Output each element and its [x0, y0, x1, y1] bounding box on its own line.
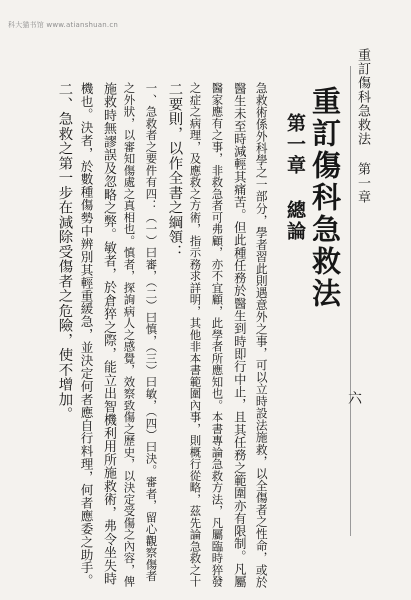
- running-header: 重訂傷科急救法 第一章: [355, 48, 370, 204]
- body-column: 急救術係外科學之一部分，學者習此則遇意外之事，可以立時設法施救，以全傷者之性命，或於: [254, 82, 269, 589]
- body-column: 施救時無謬誤及忽略之弊。敏者，於倉猝之際，能立出智機利用所施救術，弗令坐失時: [100, 82, 116, 586]
- body-column: 醫生未至時減輕其痛苦。但此種任務於醫生到時即行中止，且其任務之範圍亦有限制。凡屬: [232, 82, 247, 588]
- header-rule: [350, 66, 351, 536]
- watermark: 科大猫书馆 www.atianshuan.cn: [8, 21, 119, 29]
- body-column: 之外狀，以審知傷處之真相也。慎者，探詢病人之感覺，效察致傷之歷史，以決定受傷之內容，俾: [122, 82, 137, 588]
- page-number: 六: [348, 391, 362, 407]
- book-title: 重訂傷科急救法: [308, 86, 342, 310]
- body-column: 醫家應有之事，非救急者可弗顧，亦不宜顧，此學者所應知也。本書專論急救方法，凡屬臨時猝發: [210, 82, 225, 588]
- body-column: 二要則，以作全書之綱領：: [166, 82, 183, 259]
- body-column: 之症之病理，及應救之方術，指示務求詳明，其他非本書範圍內事，則概行從略，茲先論急救之十: [188, 82, 203, 588]
- chapter-title: 第一章 總論: [284, 113, 306, 242]
- body-column: 機也。決者，於數種傷勢中辨別其輕重緩急，並決定何者應自行料理，何者應委之助手。: [78, 82, 94, 588]
- body-column: 二、急救之第一步在減除受傷者之危險，使不增加。: [56, 82, 73, 422]
- body-column: 一、急救者之要件有四：（一）曰審，（二）曰慎，（三）曰敏，（四）曰決。審者，留心觀察傷者: [144, 82, 159, 582]
